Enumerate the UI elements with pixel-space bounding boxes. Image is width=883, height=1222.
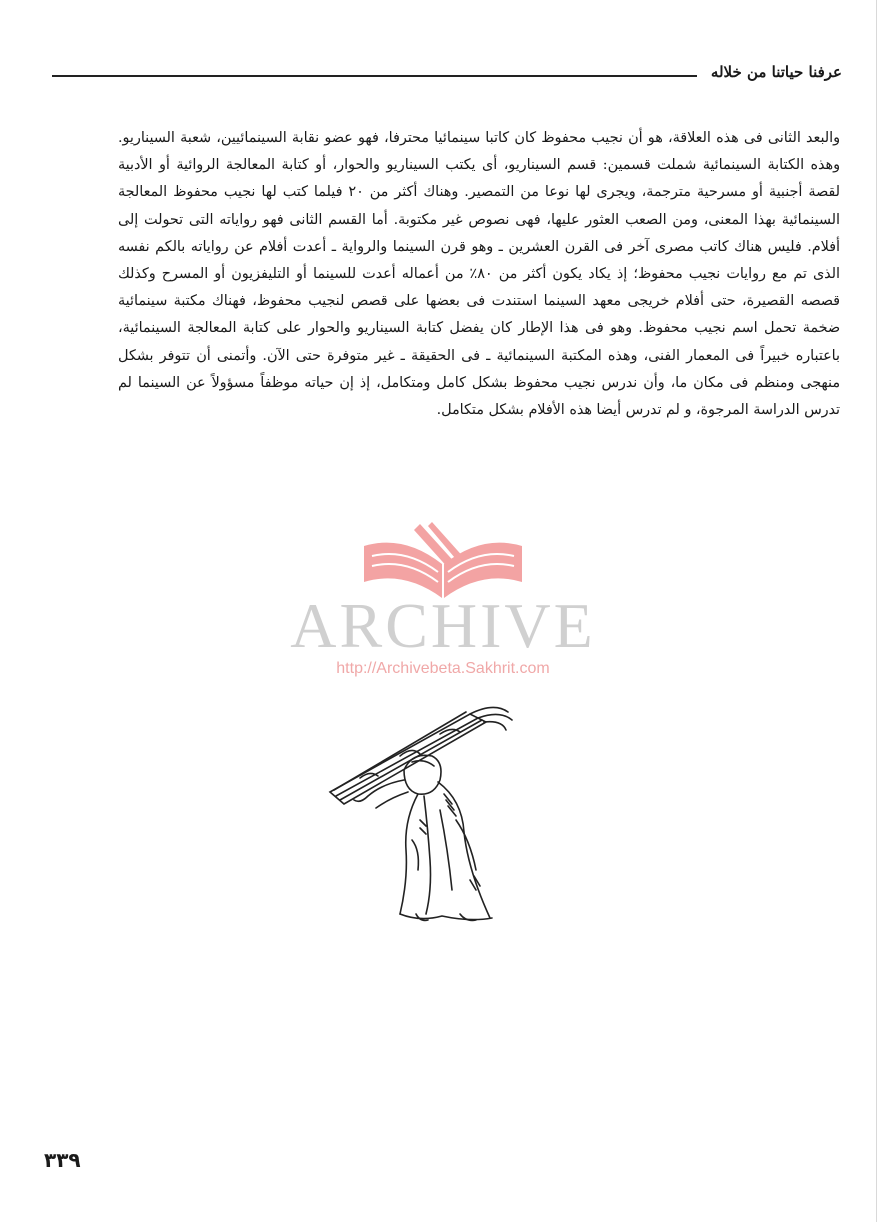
page-number: ٣٣٩ [44,1148,81,1172]
running-header [52,60,842,84]
watermark-url: http://Archivebeta.Sakhrit.com [336,660,550,677]
archive-watermark [283,520,603,690]
figure-carrying-bundle-sketch [320,700,520,925]
running-title: عرفنا حياتنا من خلاله [710,63,842,81]
open-book-icon [358,520,528,598]
body-paragraph: والبعد الثانى فى هذه العلاقة، هو أن نجيب محفوظ كان كاتبا سينمائيا محترفا، فهو عضو نقابة السينمائيين، شعبة السيناريو. وهذه الكتابة السينمائية شملت قسمين: قسم السيناريو، أى يكتب السيناريو والحوار، أو كتابة المعالجة الروائية أو الأدبية لقصة أجنبية أو مسرحية مترجمة، ويجرى لها نوعا من التمصير. وهناك أكثر من ٢٠ فيلما كتب لها نجيب محفوظ المعالجة السينمائية بهذا المعنى، ومن الصعب العثور عليها، فهى نصوص غير مكتوبة. أما القسم الثانى فهو رواياته التى تحولت إلى أفلام. فليس هناك كاتب مصرى آخر فى القرن العشرين ـ وهو قرن السينما والرواية ـ أعدت أفلام عن رواياته بالكم نفسه الذى تم مع روايات نجيب محفوظ؛ إذ يكاد يكون أكثر من ٨٠٪ من أعماله أعدت للسينما أو التليفزيون أو المسرح وكذلك قصصه القصيرة، حتى أفلام خريجى معهد السينما استندت فى بعضها على قصص لنجيب محفوظ، فهناك مكتبة سينمائية ضخمة تحمل اسم نجيب محفوظ. وهو فى هذا الإطار كان يفضل كتابة السيناريو والحوار على كتابة المعالجة السينمائية، باعتباره خبيراً فى المعمار الفنى، وهذه المكتبة السينمائية ـ فى الحقيقة ـ غير متوفرة حتى الآن. وأتمنى أن تتوفر بشكل منهجى ومنظم فى مكان ما، وأن ندرس نجيب محفوظ بشكل كامل ومتكامل، إذ إن حياته موظفاً مسؤولاً عن السينما لم تدرس الدراسة المرجوة، و لم تدرس أيضا هذه الأفلام بشكل متكامل. [118,130,840,419]
watermark-word: ARCHIVE [290,590,596,661]
header-rule [52,75,697,77]
page-edge [876,0,877,1222]
